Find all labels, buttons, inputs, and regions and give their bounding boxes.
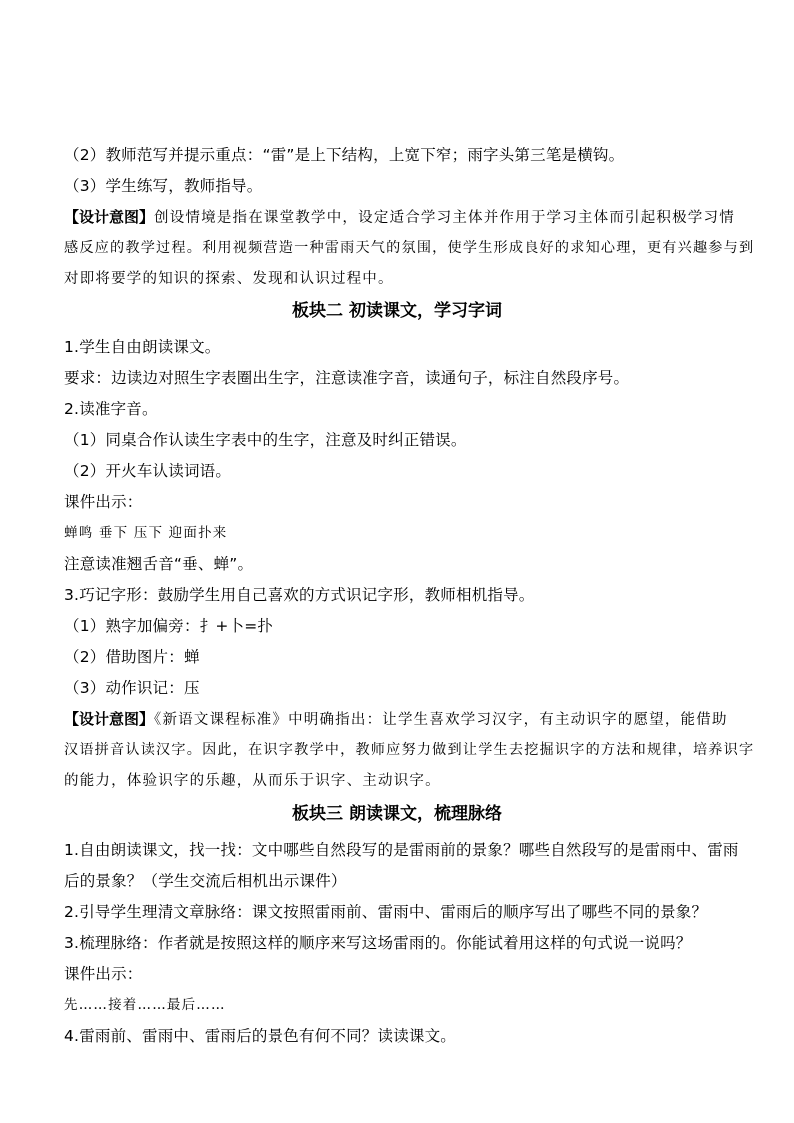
sentence-pattern: 先……接着……最后…… <box>64 997 226 1013</box>
design-intent-paragraph <box>64 207 735 228</box>
text-line: 注意读准翘舌音“垂、蝉”。 <box>64 555 254 573</box>
text-line: （2）教师范写并提示重点：“雷”是上下结构，上宽下窄；雨字头第三笔是横钩。 <box>64 146 625 164</box>
text-line: 4.雷雨前、雷雨中、雷雨后的景色有何不同？读读课文。 <box>64 1027 456 1045</box>
text-line: （1）同桌合作认读生字表中的生字，注意及时纠正错误。 <box>64 431 467 449</box>
text-line: 1.学生自由朗读课文。 <box>64 338 221 356</box>
design-intent-text: 对即将要学的知识的探索、发现和认识过程中。 <box>64 271 394 287</box>
section-heading: 板块二 初读课文，学习字词 <box>292 301 502 321</box>
text-line: （3）动作识记：压 <box>64 679 200 697</box>
design-intent-text: 《新语文课程标准》中明确指出：让学生喜欢学习汉字，有主动识字的愿望，能借助 <box>154 712 728 728</box>
design-intent-text: 的能力，体验识字的乐趣，从而乐于识字、主动识字。 <box>64 773 441 789</box>
text-line: 1.自由朗读课文，找一找：文中哪些自然段写的是雷雨前的景象？哪些自然段写的是雷雨中、雷雨 <box>64 841 739 859</box>
text-line: 3.巧记字形：鼓励学生用自己喜欢的方式识记字形，教师相机指导。 <box>64 586 535 604</box>
text-line: 3.梳理脉络：作者就是按照这样的顺序来写这场雷雨的。你能试着用这样的句式说一说吗？ <box>64 934 692 952</box>
text-line: 要求：边读边对照生字表圈出生字，注意读准字音，读通句子，标注自然段序号。 <box>64 369 630 387</box>
text-line: 2.读准字音。 <box>64 400 158 418</box>
section-heading: 板块三 朗读课文，梳理脉络 <box>292 804 502 824</box>
text-line: （2）借助图片：蝉 <box>64 648 200 666</box>
text-line: 2.引导学生理清文章脉络：课文按照雷雨前、雷雨中、雷雨后的顺序写出了哪些不同的景象？ <box>64 903 708 921</box>
courseware-words: 蝉鸣 垂下 压下 迎面扑来 <box>64 525 228 541</box>
design-intent-paragraph <box>64 709 728 730</box>
text-line: 课件出示： <box>64 493 143 511</box>
text-line: 课件出示： <box>64 965 143 983</box>
text-line: 后的景象？（学生交流后相机出示课件） <box>64 872 347 890</box>
design-intent-label: 【设计意图】 <box>64 710 155 728</box>
design-intent-text: 感反应的教学过程。利用视频营造一种雷雨天气的氛围，使学生形成良好的求知心理，更有兴趣参与到 <box>64 240 755 256</box>
text-line: （2）开火车认读词语。 <box>64 462 232 480</box>
design-intent-text: 创设情境是指在课堂教学中，设定适合学习主体并作用于学习主体而引起积极学习情 <box>154 210 735 226</box>
text-line: （1）熟字加偏旁：扌+卜=扑 <box>64 617 274 635</box>
design-intent-text: 汉语拼音认读汉字。因此，在识字教学中，教师应努力做到让学生去挖掘识字的方法和规律，培养识字 <box>64 742 755 758</box>
text-line: （3）学生练写，教师指导。 <box>64 177 263 195</box>
design-intent-label: 【设计意图】 <box>64 208 155 226</box>
